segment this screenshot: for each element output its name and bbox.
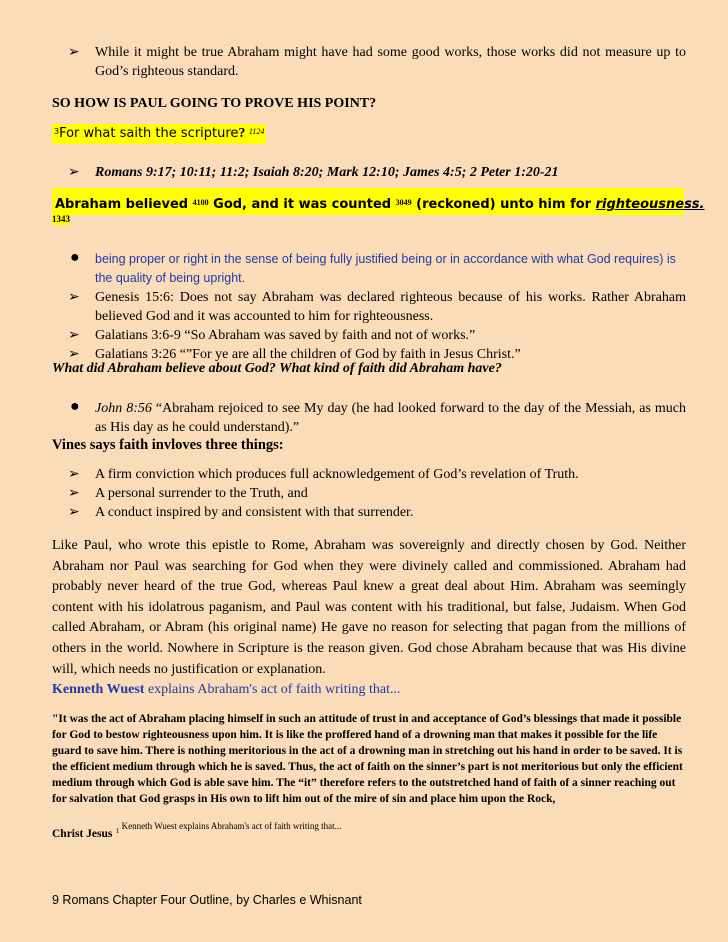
arrow-bullet-icon: ➢ bbox=[68, 290, 80, 305]
wuest-quote: "It was the act of Abraham placing himself in such an attitude of trust in and acceptance of God’s blessings that made it possible for God to bestow righteousness upon him. It is like the proffered hand of a drowning man that makes it possible for the life guard to save him. There is nothing meritorious in the act of a drowning man in stretching out his hand in order to be saved. It is the efficient medium through which he is saved. Thus, the act of faith on the sinner’s part is not meritorious but only the efficient medium through which God is able save him. The “it” therefore refers to the outstretched hand of faith of a sinner reaching out for salvation that God grasps in His own to lift him out of the mire of sin and place him upon the Rock, bbox=[52, 713, 683, 805]
body-paragraph: Like Paul, who wrote this epistle to Rome, Abraham was sovereignly and directly chosen by God. Neither Abraham nor Paul was searching for God when they were divinely called and commissioned. Abraham had probably never heard of the true God, whereas Paul knew a great deal about Him. Abraham was seemingly content with his idolatrous paganism, and Paul was content with his traditional, but false, Judaism. When God called Abraham, or Abram (his original name) He gave no reason for selecting that pagan from the millions of others in the world. Nowhere in Scripture is the reason given. God chose Abraham because that was His divine will, which needs no justification or explanation. bbox=[52, 538, 686, 677]
dot-bullet-icon: ● bbox=[70, 249, 80, 266]
arrow-bullet-icon: ➢ bbox=[68, 45, 80, 60]
dot-bullet-icon: ● bbox=[70, 398, 80, 415]
strong-number: 1343 bbox=[52, 214, 70, 224]
scripture-verse: $^3$For what saith the scripture? $^{1124}$ bbox=[52, 124, 266, 146]
section-heading: Vines says faith invloves three things: bbox=[52, 437, 284, 453]
arrow-bullet-icon: ➢ bbox=[68, 347, 80, 362]
arrow-bullet-icon: ➢ bbox=[68, 467, 80, 482]
arrow-bullet-icon: ➢ bbox=[68, 328, 80, 343]
arrow-bullet-icon: ➢ bbox=[68, 165, 80, 180]
section-heading: SO HOW IS PAUL GOING TO PROVE HIS POINT? bbox=[52, 96, 377, 111]
arrow-bullet-icon: ➢ bbox=[68, 505, 80, 520]
wuest-heading: Kenneth Wuest explains Abraham's act of faith writing that... bbox=[52, 682, 401, 697]
quote-ending: Christ Jesus $^1$ $^{Kenneth Wuest explains Abraham's act of faith writing that...}$ bbox=[52, 821, 342, 840]
arrow-bullet-icon: ➢ bbox=[68, 486, 80, 501]
page-footer: 9 Romans Chapter Four Outline, by Charles e Whisnant bbox=[52, 893, 362, 907]
document-page: ➢ While it might be true Abraham might have had some good works, those works did not measure up to God’s righteous standard. SO HOW IS PAUL GOING TO PROVE HIS POINT? $^3$For what saith the scripture? $^{1124}$ ➢ Romans 9:17; 10:11; 11:2; Isaiah 8:20; Mark 12:10; James 4:5; 2 Peter 1:20-21 Abraham believed $^{4100}$ God, and it was counted $^{3049}$ (reckoned) unto him for righteousness. 1343 ● being proper or right in the sense of being fully justified being or in accordance with what God requires) is the quality of being upright. ➢ Genesis 15:6: Does not say Abraham was declared righteous because of his works. Rather Abraham believed God and it was accounted to him for righteousness. ➢ Galatians 3:6-9 “So Abraham was saved by faith and not of works.” ➢ Galatians 3:26 “”For ye are all the children of God by faith in Jesus Christ.” What did Abraham believe about God? What kind of faith did Abraham have? ● John 8:56 “Abraham rejoiced to see My day (he had looked forward to the day of the Messiah, as much as His day as he could understand).” Vines says faith invloves three things: ➢ A firm conviction which produces full acknowledgement of God’s revelation of Truth. ➢ A personal surrender to the Truth, and ➢ A conduct inspired by and consistent with that surrender. Like Paul, who wrote this epistle to Rome, Abraham was sovereignly and directly chosen by God. Neither Abraham nor Paul was searching for God when they were divinely called and commissioned. Abraham had probably never heard of the true God, whereas Paul knew a great deal about Him. Abraham was seemingly content with his idolatrous paganism, and Paul was content with his traditional, but false, Judaism. When God called Abraham, or Abram (his original name) He gave no reason for selecting that pagan from the millions of others in the world. Nowhere in Scripture is the reason given. God chose Abraham because that was His divine will, which needs no justification or explanation. Kenneth Wuest explains Abraham's act of faith writing that... "It was the act of Abraham placing himself in such an attitude of trust in and acceptance of God’s blessings that made it possible for God to bestow righteousness upon him. It is like the proffered hand of a drowning man that makes it possible for the life guard to save him. There is nothing meritorious in the act of a drowning man in stretching out his hand in order to be saved. It is the efficient medium through which he is saved. Thus, the act of faith on the sinner’s part is not meritorious but only the efficient medium through which God is able save him. The “it” therefore refers to the outstretched hand of faith of a sinner reaching out for salvation that God grasps in His own to lift him out of the mire of sin and place him upon the Rock, Christ Jesus $^1$ $^{Kenneth Wuest explains Abraham's act of faith writing that...}$ 9 Romans Chapter Four Outline, by Charles e Whisnant bbox=[52, 45, 705, 907]
question-heading: What did Abraham believe about God? What kind of faith did Abraham have? bbox=[52, 361, 502, 376]
abraham-verse-text: Abraham believed $^{4100}$ God, and it was counted $^{3049}$ (reckoned) unto him for righteousness. bbox=[55, 197, 705, 212]
